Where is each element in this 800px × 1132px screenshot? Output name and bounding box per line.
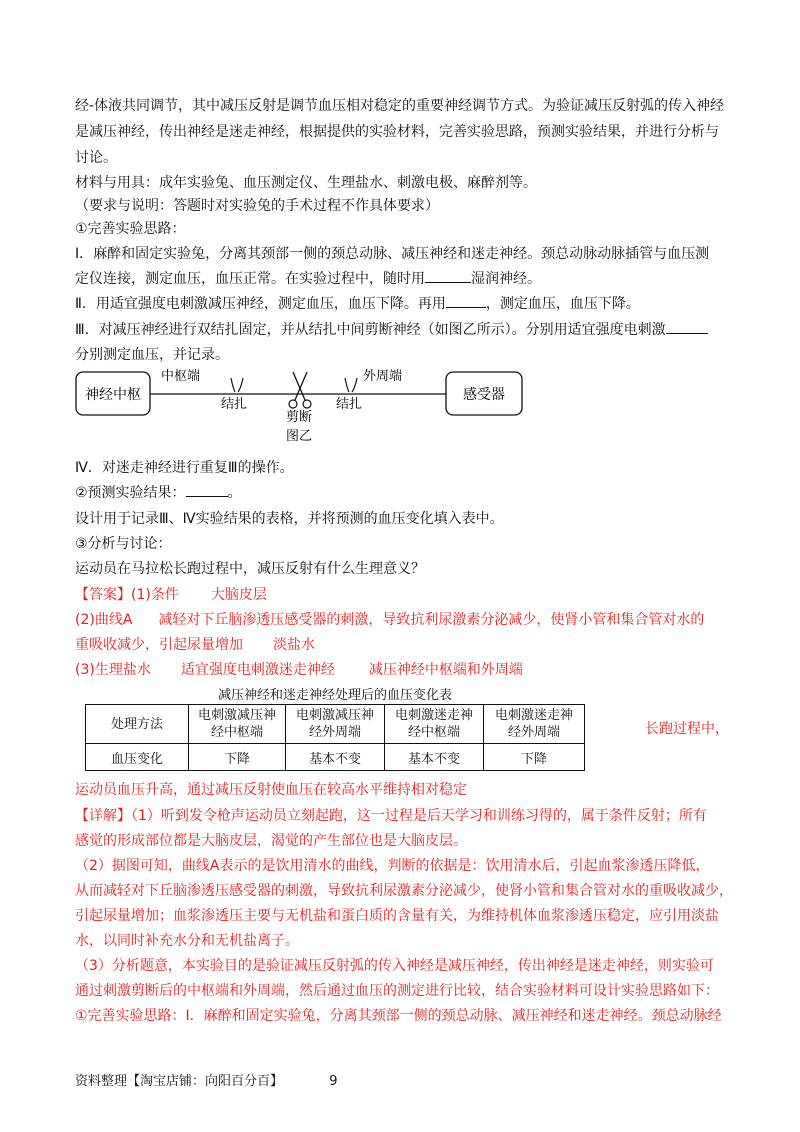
detail-line: ①完善实验思路：I．麻醉和固定实验兔，分离其颈部一侧的颈总动脉、减压神经和迷走神经。颈总动脉经	[75, 1008, 722, 1024]
text-segment: Ⅲ．对减压神经进行双结扎固定，并从结扎中间剪断神经（如图乙所示）。分别用适宜强度电刺激	[75, 322, 666, 338]
answer-line: 运动员血压升高，通过减压反射使血压在较高水平维持相对稳定	[75, 782, 467, 798]
answer-text: 适宜强度电刺激迷走神经	[180, 662, 335, 678]
fill-blank	[425, 268, 471, 283]
paragraph-line: 设计用于记录Ⅲ、Ⅳ实验结果的表格，并将预测的血压变化填入表中。	[75, 511, 504, 527]
page-number: 9	[329, 1074, 338, 1089]
receptor-label: 感受器	[463, 387, 505, 403]
answer-line	[75, 584, 267, 606]
materials-line: 材料与用具：成年实验兔、血压测定仪、生理盐水、刺激电极、麻醉剂等。	[75, 175, 537, 191]
nerve-center-label: 神经中枢	[85, 387, 141, 403]
detail-line: 从而减轻对下丘脑渗透压感受器的刺激，导致抗利尿激素分泌减少，使肾小管和集合管对水的重吸收减少，	[75, 883, 733, 899]
prediction-line	[75, 482, 242, 504]
blood-pressure-table	[85, 704, 585, 771]
page-footer	[75, 1070, 338, 1089]
step-line: Ⅳ．对迷走神经进行重复Ⅲ的操作。	[75, 460, 294, 476]
table-header: 电刺激迷走神 经外周端	[484, 705, 585, 744]
table-header: 电刺激减压神 经外周端	[286, 705, 385, 744]
section-heading: ③分析与讨论：	[75, 536, 172, 552]
ligature-right-label: 结扎	[336, 397, 363, 412]
detail-line: 感觉的形成部位都是大脑皮层，渴觉的产生部位也是大脑皮层。	[75, 833, 467, 849]
detail-line: （3）分析题意，本实验目的是验证减压反射弧的传入神经是减压神经，传出神经是迷走神经，则实验可	[75, 958, 714, 974]
detail-line: 通过刺激剪断后的中枢端和外周端，然后通过血压的测定进行比较，结合实验材料可设计实验思路如下：	[75, 983, 719, 999]
ligature-left-label: 结扎	[221, 397, 248, 412]
step-line: 分别测定血压，并记录。	[75, 347, 229, 363]
step-line	[75, 268, 541, 290]
peripheral-end-label: 外周端	[363, 369, 403, 384]
center-end-label: 中枢端	[161, 369, 201, 384]
scissors-icon	[289, 372, 311, 408]
table-cell: 血压变化	[86, 744, 189, 771]
text-segment: 定仪连接，测定血压，血压正常。在实验过程中，随时用	[75, 271, 425, 287]
footer-source: 资料整理【淘宝店铺：向阳百分百】	[75, 1074, 284, 1089]
table-cell: 基本不变	[385, 744, 484, 771]
text-segment: 。	[227, 485, 242, 501]
table-header: 电刺激迷走神 经中枢端	[385, 705, 484, 744]
answer-tag: 【答案】	[75, 587, 131, 603]
table-header: 电刺激减压神 经中枢端	[189, 705, 286, 744]
step-line	[75, 293, 640, 315]
text-segment: ②预测实验结果：	[75, 485, 186, 501]
answer-text: 减轻对下丘脑渗透压感受器的刺激，导致抗利尿激素分泌减少，使肾小管和集合管对水的	[158, 612, 705, 628]
text-segment: 湿润神经。	[471, 271, 541, 287]
section-heading: ①完善实验思路：	[75, 221, 186, 237]
detail-line: 水，以同时补充水分和无机盐离子。	[75, 933, 299, 949]
paragraph-line: 是减压神经，传出神经是迷走神经，根据提供的实验材料，完善实验思路，预测实验结果，并进行分析与	[75, 124, 719, 140]
step-line	[75, 319, 708, 341]
table-cell: 下降	[189, 744, 286, 771]
answer-side-text: 长跑过程中，	[645, 721, 729, 737]
detail-line: （2）据图可知，曲线A表示的是饮用清水的曲线，判断的依据是：饮用清水后，引起血浆渗透压降低，	[75, 858, 710, 874]
cut-label: 剪断	[286, 410, 313, 425]
text-segment: Ⅱ．用适宜强度电刺激减压神经，测定血压，血压下降。再用	[75, 296, 446, 312]
answer-text: 重吸收减少，引起尿量增加	[75, 637, 243, 653]
paragraph-line: 经-体液共同调节，其中减压反射是调节血压相对稳定的重要神经调节方式。为验证减压反射弧的传入神经	[75, 98, 725, 114]
requirements-line: （要求与说明：答题时对实验兔的手术过程不作具体要求）	[75, 198, 439, 214]
step-line: I．麻醉和固定实验兔，分离其颈部一侧的颈总动脉、减压神经和迷走神经。颈总动脉动脉插管与血压测	[75, 246, 710, 262]
answer-text: (3)生理盐水	[75, 662, 151, 678]
answer-text: 淡盐水	[273, 637, 315, 653]
text-segment: ，测定血压，血压下降。	[485, 296, 640, 312]
question-line: 运动员在马拉松长跑过程中，减压反射有什么生理意义？	[75, 561, 425, 577]
table-header-row	[86, 705, 585, 744]
answer-line	[75, 634, 315, 656]
detail-line	[75, 805, 707, 827]
fill-blank	[186, 482, 228, 497]
nerve-cut-diagram	[75, 364, 535, 446]
table-caption: 减压神经和迷走神经处理后的血压变化表	[218, 688, 453, 703]
answer-text: 大脑皮层	[210, 587, 267, 603]
table-header: 处理方法	[86, 705, 189, 744]
answer-text: 减压神经中枢端和外周端	[368, 662, 523, 678]
fill-blank	[446, 293, 486, 308]
answer-text: (1)条件	[131, 587, 179, 603]
detail-line: 引起尿量增加；血浆渗透压主要与无机盐和蛋白质的含量有关，为维持机体血浆渗透压稳定，应引用淡盐	[75, 908, 719, 924]
detail-text: （1）听到发令枪声运动员立刻起跑，这一过程是后天学习和训练习得的，属于条件反射；所有	[131, 808, 707, 824]
answer-line	[75, 659, 523, 681]
table-cell: 基本不变	[286, 744, 385, 771]
paragraph-line: 讨论。	[75, 150, 117, 166]
detail-tag: 【详解】	[75, 808, 131, 824]
answer-line	[75, 609, 704, 631]
ligature-right	[345, 378, 357, 392]
ligature-left	[231, 378, 243, 392]
fill-blank	[666, 319, 708, 334]
figure-label: 图乙	[286, 429, 313, 444]
answer-text: (2)曲线A	[75, 612, 133, 628]
table-row	[86, 744, 585, 771]
table-cell: 下降	[484, 744, 585, 771]
